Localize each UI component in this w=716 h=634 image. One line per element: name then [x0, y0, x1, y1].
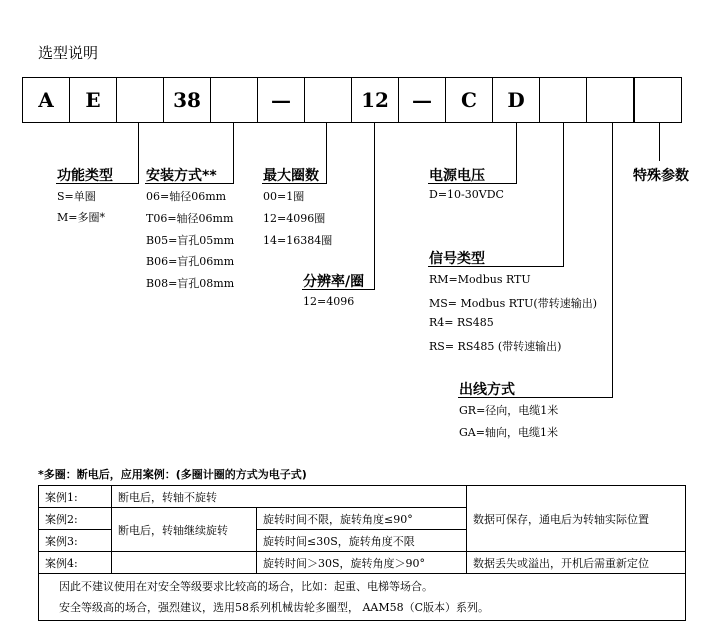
- case-label: 案例3:: [39, 530, 112, 552]
- turns-item: 00=1圈: [263, 190, 305, 203]
- code-box-4: 38: [163, 77, 210, 123]
- multiturn-note: *多圈：断电后，应用案例：(多圈计圈的方式为电子式): [38, 468, 307, 481]
- connector-mount: [233, 123, 234, 184]
- signal-item: RM=Modbus RTU: [429, 273, 531, 286]
- connector-function: [138, 123, 139, 184]
- outlet-type-title: 出线方式: [459, 382, 515, 398]
- case-label: 案例1:: [39, 486, 112, 508]
- function-type-title: 功能类型: [57, 168, 113, 184]
- outlet-item: GR=径向，电缆1米: [459, 404, 559, 417]
- mount-item: B06=盲孔06mm: [146, 255, 235, 268]
- signal-item: R4= RS485: [429, 316, 494, 329]
- case-desc: 断电后，转轴继续旋转: [112, 508, 257, 552]
- code-box-10: C: [445, 77, 492, 123]
- case-label: 案例2:: [39, 508, 112, 530]
- signal-item: MS= Modbus RTU(带转速输出): [429, 297, 597, 310]
- connector-power: [516, 123, 517, 184]
- function-item: S=单圈: [57, 190, 96, 203]
- power-voltage-title: 电源电压: [429, 168, 485, 184]
- max-turns-title: 最大圈数: [263, 168, 319, 184]
- mount-item: B05=盲孔05mm: [146, 234, 235, 247]
- case-condition: 旋转时间≤30S，旋转角度不限: [257, 530, 467, 552]
- code-box-5: [210, 77, 257, 123]
- table-row: [39, 552, 686, 574]
- special-params-title: 特殊参数: [633, 168, 689, 184]
- case-label: 案例4:: [39, 552, 112, 574]
- connector-resolution: [374, 123, 375, 290]
- code-box-1: A: [22, 77, 69, 123]
- case-desc: [112, 552, 257, 574]
- mount-item: B08=盲孔08mm: [146, 277, 235, 290]
- code-box-13: [586, 77, 634, 123]
- footer-line-2: 安全等级高的场合，强烈建议，选用58系列机械齿轮多圈型， AAM58（C版本）系列。: [59, 601, 490, 614]
- connector-turns: [326, 123, 327, 184]
- cases-table: [38, 485, 686, 621]
- page-title: 选型说明: [38, 44, 99, 62]
- code-box-2: E: [69, 77, 116, 123]
- code-box-7: [304, 77, 351, 123]
- mount-item: T06=轴径06mm: [146, 212, 234, 225]
- code-box-8: 12: [351, 77, 398, 123]
- resolution-title: 分辨率/圈: [303, 274, 365, 290]
- connector-outlet: [612, 123, 613, 398]
- code-box-12: [539, 77, 586, 123]
- turns-item: 12=4096圈: [263, 212, 326, 225]
- footer-line-1: 因此不建议使用在对安全等级要求比较高的场合，比如：起重、电梯等场合。: [59, 580, 433, 593]
- mount-type-title: 安装方式**: [146, 168, 217, 184]
- code-box-9: —: [398, 77, 445, 123]
- table-row: [39, 486, 686, 508]
- connector-special: [659, 123, 660, 161]
- turns-item: 14=16384圈: [263, 234, 333, 247]
- outlet-item: GA=轴向，电缆1米: [459, 426, 558, 439]
- code-box-14: [634, 77, 682, 123]
- case-footer: [39, 574, 686, 621]
- connector-signal: [563, 123, 564, 267]
- case-condition: 旋转时间不限，旋转角度≤90°: [257, 508, 467, 530]
- case-result: 数据丢失或溢出，开机后需重新定位: [467, 552, 686, 574]
- table-row: [39, 574, 686, 621]
- function-item: M=多圈*: [57, 211, 105, 224]
- case-desc: 断电后，转轴不旋转: [112, 486, 467, 508]
- resolution-item: 12=4096: [303, 295, 355, 308]
- case-result: 数据可保存，通电后为转轴实际位置: [467, 486, 686, 552]
- code-box-3: [116, 77, 163, 123]
- case-condition: 旋转时间＞30S，旋转角度＞90°: [257, 552, 467, 574]
- mount-item: 06=轴径06mm: [146, 190, 227, 203]
- code-box-6: —: [257, 77, 304, 123]
- signal-type-title: 信号类型: [429, 251, 485, 267]
- power-item: D=10-30VDC: [429, 188, 504, 201]
- signal-item: RS= RS485 (带转速输出): [429, 340, 562, 353]
- code-box-11: D: [492, 77, 539, 123]
